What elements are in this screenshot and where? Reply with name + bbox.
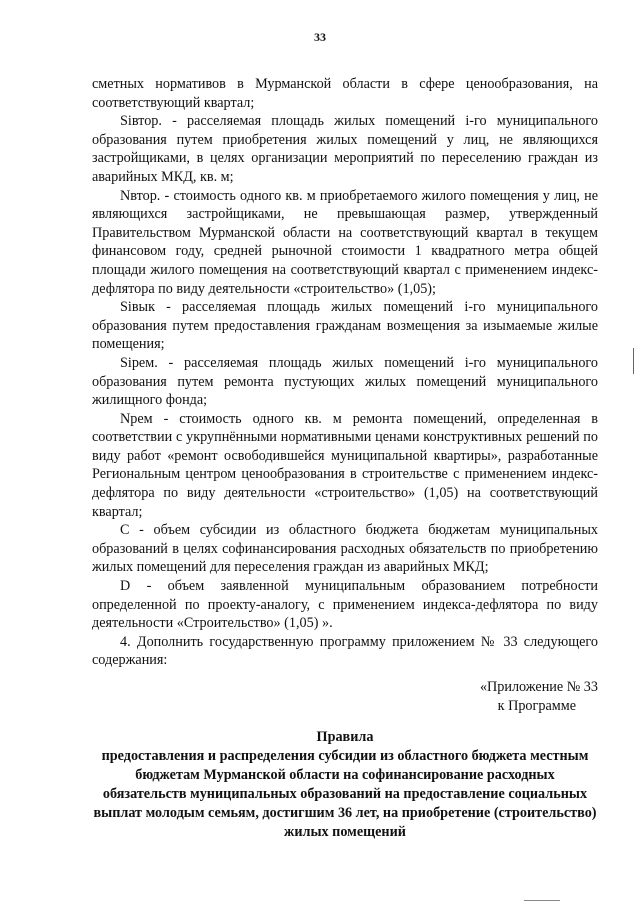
page-number: 33 — [314, 30, 326, 44]
scan-bottom-mark — [524, 900, 560, 901]
rules-title: Правила — [316, 729, 374, 745]
appendix-reference — [92, 678, 598, 716]
paragraph-n-rem: Nрем - стоимость одного кв. м ремонта помещений, определенная в соответствии с укрупнёнными нормативными ценами конструктивных решений по виду работ «ремонт освободившейся муниципальной квартиры», разработанные Региональным центром ценообразования в строительстве с применением индекс-дефлятора по виду деятельности «строительство» (1,05) на соответствующий квартал; — [92, 410, 598, 520]
appendix-line-1: «Приложение № 33 — [479, 679, 598, 695]
rules-subtitle: предоставления и распределения субсидии из областного бюджета местным бюджетам Мурманской области на софинансирование расходных обязательств муниципальных образований на предоставление социальных выплат молодым семьям, достигшим 36 лет, на приобретение (строительство) жилых помещений — [93, 748, 597, 840]
paragraph-n-vtor: Nвтор. - стоимость одного кв. м приобретаемого жилого помещения у лиц, не являющихся застройщиками, не превышающая размер, утвержденный Правительством Мурманской области на соответствующий квартал в текущем финансовом году, средней рыночной стоимости 1 квадратного метра общей площади жилого помещения на соответствующий квартал с применением индекс-дефлятора по виду деятельности «строительство» (1,05); — [92, 187, 598, 297]
page-content — [92, 75, 598, 842]
paragraph-s-vtor: Sівтор. - расселяемая площадь жилых помещений і-го муниципального образования путем приобретения жилых помещений у лиц, не являющихся застройщиками, в целях организации мероприятий по переселению граждан из аварийных МКД, кв. м; — [92, 113, 598, 185]
paragraph-d: D - объем заявленной муниципальным образованием потребности определенной по проекту-аналогу, с применением индекса-дефлятора по виду деятельности «Строительство» (1,05) ». — [92, 578, 598, 632]
paragraph-c: C - объем субсидии из областного бюджета бюджетам муниципальных образований в целях софинансирования расходных обязательств по приобретению жилых помещений для переселения граждан из аварийных МКД; — [92, 522, 598, 576]
scan-edge-mark — [633, 348, 634, 374]
paragraph-item-4: 4. Дополнить государственную программу приложением № 33 следующего содержания: — [92, 633, 598, 669]
paragraph-s-vyk: Sівык - расселяемая площадь жилых помещений і-го муниципального образования путем предоставления гражданам возмещения за изымаемые жилые помещения; — [92, 299, 598, 353]
appendix-line-2: к Программе — [497, 698, 576, 714]
paragraph-s-rem: Sірем. - расселяемая площадь жилых помещений і-го муниципального образования путем ремонта пустующих жилых помещений муниципального жилищного фонда; — [92, 354, 598, 409]
paragraph-continuation: сметных нормативов в Мурманской области в сфере ценообразования, на соответствующий квартал; — [92, 76, 598, 111]
